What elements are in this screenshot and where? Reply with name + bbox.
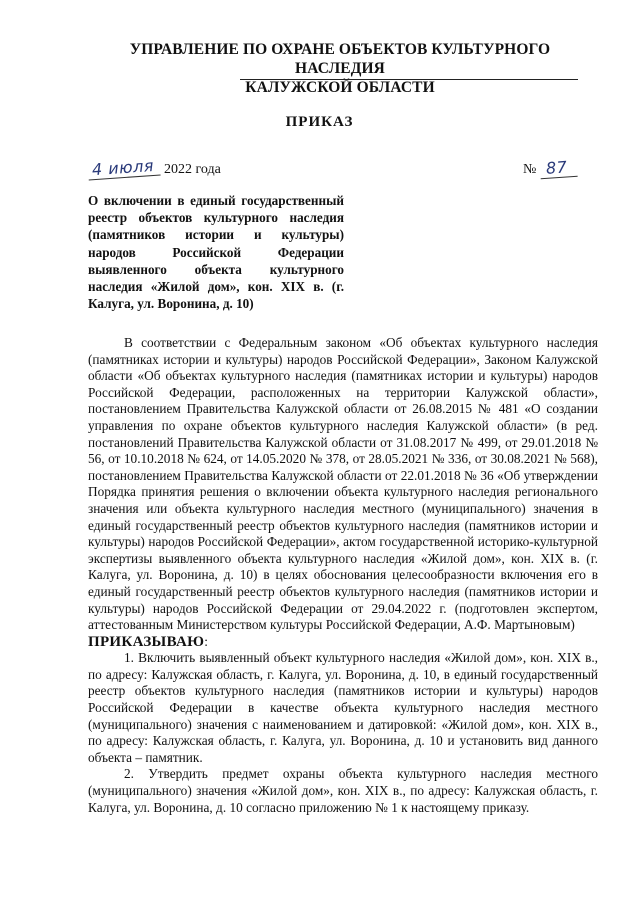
order-item-1: 1. Включить выявленный объект культурного наследия «Жилой дом», кон. XIX в., по адресу: Калужская область, г. Калуга, ул. Воронина, д. 10, в единый государственный реестр объектов культурного наследия (памятников истории и культуры) народов Российской Федерации в качестве объекта культурного наследия местного (муниципального) значения с наименованием и датировкой: «Жилой дом», кон. XIX в., по адресу: Калужская область, г. Калуга, ул. Воронина, д. 10 и установить вид данного объекта – памятник. (88, 650, 598, 765)
agency-name-line2: КАЛУЖСКОЙ ОБЛАСТИ (245, 79, 435, 96)
agency-header (90, 40, 590, 97)
order-body (88, 335, 598, 816)
number-sign: № (523, 162, 537, 177)
handwritten-number: 87 (540, 157, 579, 180)
order-subject: О включении в единый государственный реестр объектов культурного наследия (памятников истории и культуры) народов Российской Федерации выявленного объекта культурного наследия «Жилой дом», кон. XIX в. (г. Калуга, ул. Воронина, д. 10) (88, 193, 344, 312)
order-keyword: ПРИКАЗЫВАЮ (88, 633, 205, 650)
document-title: ПРИКАЗ (285, 114, 354, 130)
agency-name-line1: УПРАВЛЕНИЕ ПО ОХРАНЕ ОБЪЕКТОВ КУЛЬТУРНОГО НАСЛЕДИЯ (129, 41, 551, 77)
preamble-paragraph (88, 335, 598, 634)
order-number (523, 158, 582, 178)
header-underline (240, 79, 578, 80)
handwritten-date: 4 июля (87, 156, 160, 181)
printed-year: 2022 года (163, 162, 221, 177)
order-item-2: 2. Утвердить предмет охраны объекта культурного наследия местного (муниципального) значения «Жилой дом», кон. XIX в., по адресу: Калужская область, г. Калуга, ул. Воронина, д. 10 согласно приложению № 1 к настоящему приказу. (88, 766, 598, 815)
order-date (88, 155, 221, 180)
order-colon: : (204, 633, 208, 649)
preamble-text: В соответствии с Федеральным законом «Об объектах культурного наследия (памятниках истории и культуры) народов Российской Федерации», Законом Калужской области «Об объектах культурного наследия (памятниках истории и культуры) народов Российской Федерации, расположенных на территории Калужской области», постановлением Правительства Калужской области от 26.08.2015 № 481 «О создании управления по охране объектов культурного наследия Калужской области» (в ред. постановлений Правительства Калужской области от 31.08.2017 № 499, от 29.01.2018 № 56, от 10.10.2018 № 624, от 14.05.2020 № 378, от 28.05.2021 № 336, от 30.08.2021 № 568), постановлением Правительства Калужской области от 22.01.2018 № 36 «Об утверждении Порядка принятия решения о включении объекта культурного наследия регионального значения или объекта культурного наследия местного (муниципального) значения в единый государственный реестр объектов культурного наследия (памятников истории и культуры) народов Российской Федерации», актом государственной историко-культурной экспертизы выявленного объекта культурного наследия «Жилой дом», кон. XIX в. (г. Калуга, ул. Воронина, д. 10) в целях обоснования целесообразности включения его в единый государственный реестр объектов культурного наследия (памятников истории и культуры) народов Российской Федерации от 29.04.2022 г. (подготовлен экспертом, аттестованным Министерством культуры Российской Федерации, А.Ф. Мартыновым) (88, 335, 598, 633)
order-directive (88, 634, 598, 651)
